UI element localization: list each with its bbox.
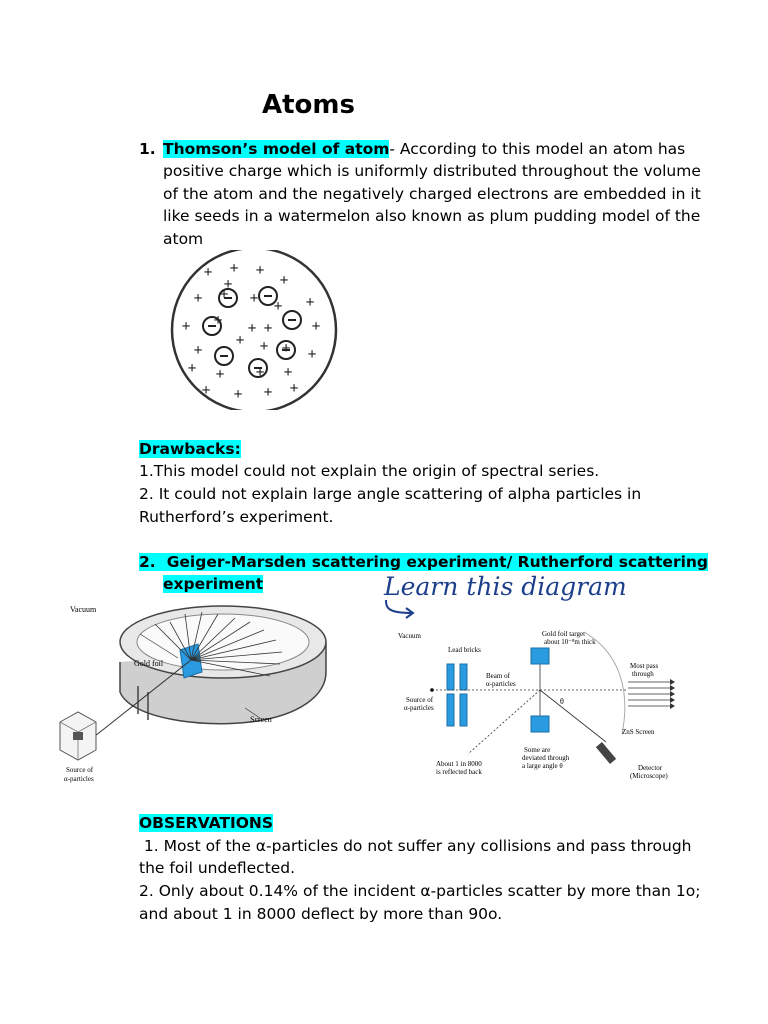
- zns-screen-arc: [584, 632, 625, 734]
- plus-charge: +: [181, 318, 191, 335]
- observations-line-1: the foil undeflected.: [139, 859, 296, 877]
- drawbacks-line-0: 1.This model could not explain the origin of spectral series.: [139, 462, 600, 480]
- positive-charges: [181, 260, 320, 403]
- about-label-1: About 1 in 8000: [436, 760, 482, 768]
- observations-line-2: 2. Only about 0.14% of the incident α-particles scatter by more than 1o;: [139, 882, 701, 900]
- plus-charge: +: [289, 380, 299, 397]
- observations-line-3: and about 1 in 8000 deflect by more than 90o.: [139, 905, 503, 923]
- plus-charge: +: [223, 276, 233, 293]
- plus-charge: +: [263, 384, 273, 401]
- zns-label: ZnS Screen: [622, 728, 655, 736]
- left-source-label-2: α-particles: [64, 775, 94, 783]
- section2-heading-line1: [139, 551, 708, 574]
- section1-number: 1.: [139, 140, 156, 158]
- drawbacks-line-1: 2. It could not explain large angle scattering of alpha particles in: [139, 485, 642, 503]
- right-source-label-1: Source of: [406, 696, 434, 704]
- lead-brick: [447, 664, 454, 690]
- plus-charge: +: [249, 290, 259, 307]
- section1-heading: Thomson’s model of atom: [163, 140, 390, 158]
- section1-line-0: [163, 138, 685, 161]
- plus-charge: +: [255, 262, 265, 279]
- handwritten-arrow-icon: [382, 598, 422, 620]
- detector-microscope: [596, 742, 616, 764]
- section1-line-3: like seeds in a watermelon also known as plum pudding model of the: [163, 207, 701, 225]
- plus-charge: +: [281, 340, 291, 357]
- arrowheads: [670, 679, 675, 709]
- most-pass-label-1: Most pass: [630, 662, 659, 670]
- detector-label-1: Detector: [638, 764, 663, 772]
- target-label-2: about 10⁻⁸m thick: [544, 638, 596, 646]
- section1-line-4: atom: [163, 230, 204, 248]
- plum-pudding-diagram: [168, 250, 340, 410]
- some-label-2: deviated through: [522, 754, 570, 762]
- handwritten-note: Learn this diagram: [384, 572, 627, 601]
- plus-charge: +: [229, 260, 239, 277]
- left-source-label-1: Source of: [66, 766, 94, 774]
- lead-brick: [447, 694, 454, 726]
- pass-through-arrows: [628, 682, 670, 706]
- lead-brick: [460, 694, 467, 726]
- gold-foil-target-lower: [531, 716, 549, 732]
- plus-charge: +: [273, 298, 283, 315]
- scattering-apparatus-diagram: [50, 600, 340, 790]
- drawbacks-line-2: Rutherford’s experiment.: [139, 508, 334, 526]
- section2-heading-line2: [163, 573, 263, 596]
- section2-heading: Geiger-Marsden scattering experiment/ Rutherford scattering: [158, 553, 708, 571]
- some-label-1: Some are: [524, 746, 551, 754]
- left-vacuum-label: Vacuum: [70, 605, 97, 614]
- section2-heading-2: experiment: [163, 575, 264, 593]
- lead-brick: [460, 664, 467, 690]
- page-title: Atoms: [262, 90, 355, 120]
- about-label-2: is reflected back: [436, 768, 482, 776]
- beam-label-2: α-particles: [486, 680, 516, 688]
- plus-charge: +: [279, 272, 289, 289]
- plus-charge: +: [283, 364, 293, 381]
- plus-charge: +: [201, 382, 211, 399]
- most-pass-label-2: through: [632, 670, 654, 678]
- scattering-schematic-diagram: [398, 624, 688, 784]
- plus-charge: +: [215, 366, 225, 383]
- plus-charge: +: [311, 318, 321, 335]
- observations-heading: [139, 812, 273, 835]
- plus-charge: +: [187, 360, 197, 377]
- plus-charge: +: [203, 264, 213, 281]
- plus-charge: +: [305, 294, 315, 311]
- deflected-path: [540, 690, 606, 742]
- plus-charge: +: [263, 320, 273, 337]
- right-vacuum-label: Vacuum: [398, 632, 421, 640]
- theta-label: θ: [560, 697, 564, 706]
- plus-charge: +: [193, 342, 203, 359]
- plus-charge: +: [193, 290, 203, 307]
- plus-charge: +: [213, 312, 223, 329]
- lead-bricks-label: Lead bricks: [448, 646, 481, 654]
- section2-number: 2.: [139, 553, 156, 571]
- observations-heading-text: OBSERVATIONS: [139, 814, 274, 832]
- plus-charge: +: [235, 332, 245, 349]
- drawbacks-heading-text: Drawbacks:: [139, 440, 241, 458]
- gold-foil: [180, 644, 202, 678]
- beam-label-1: Beam of: [486, 672, 510, 680]
- left-gold-foil-label: Gold foil: [134, 659, 164, 668]
- reflected-path: [468, 690, 540, 754]
- plus-charge: +: [255, 364, 265, 381]
- plus-charge: +: [247, 320, 257, 337]
- target-label-1: Gold foil target: [542, 630, 586, 638]
- left-screen-label: Screen: [250, 715, 272, 724]
- plus-charge: +: [307, 346, 317, 363]
- section1-line-2: of the atom and the negatively charged electrons are embedded in it: [163, 185, 701, 203]
- gold-foil-target: [531, 648, 549, 664]
- plus-charge: +: [259, 338, 269, 355]
- section1-intro: - According to this model an atom has: [389, 140, 686, 158]
- source-block: [73, 732, 83, 740]
- plus-charge: +: [233, 386, 243, 403]
- plus-charge: +: [219, 286, 229, 303]
- right-source-label-2: α-particles: [404, 704, 434, 712]
- detector-label-2: (Microscope): [630, 772, 668, 780]
- section1-line-1: positive charge which is uniformly distributed throughout the volume: [163, 162, 701, 180]
- observations-line-0: 1. Most of the α-particles do not suffer any collisions and pass through: [139, 837, 692, 855]
- some-label-3: a large angle θ: [522, 762, 563, 770]
- drawbacks-heading: [139, 438, 241, 461]
